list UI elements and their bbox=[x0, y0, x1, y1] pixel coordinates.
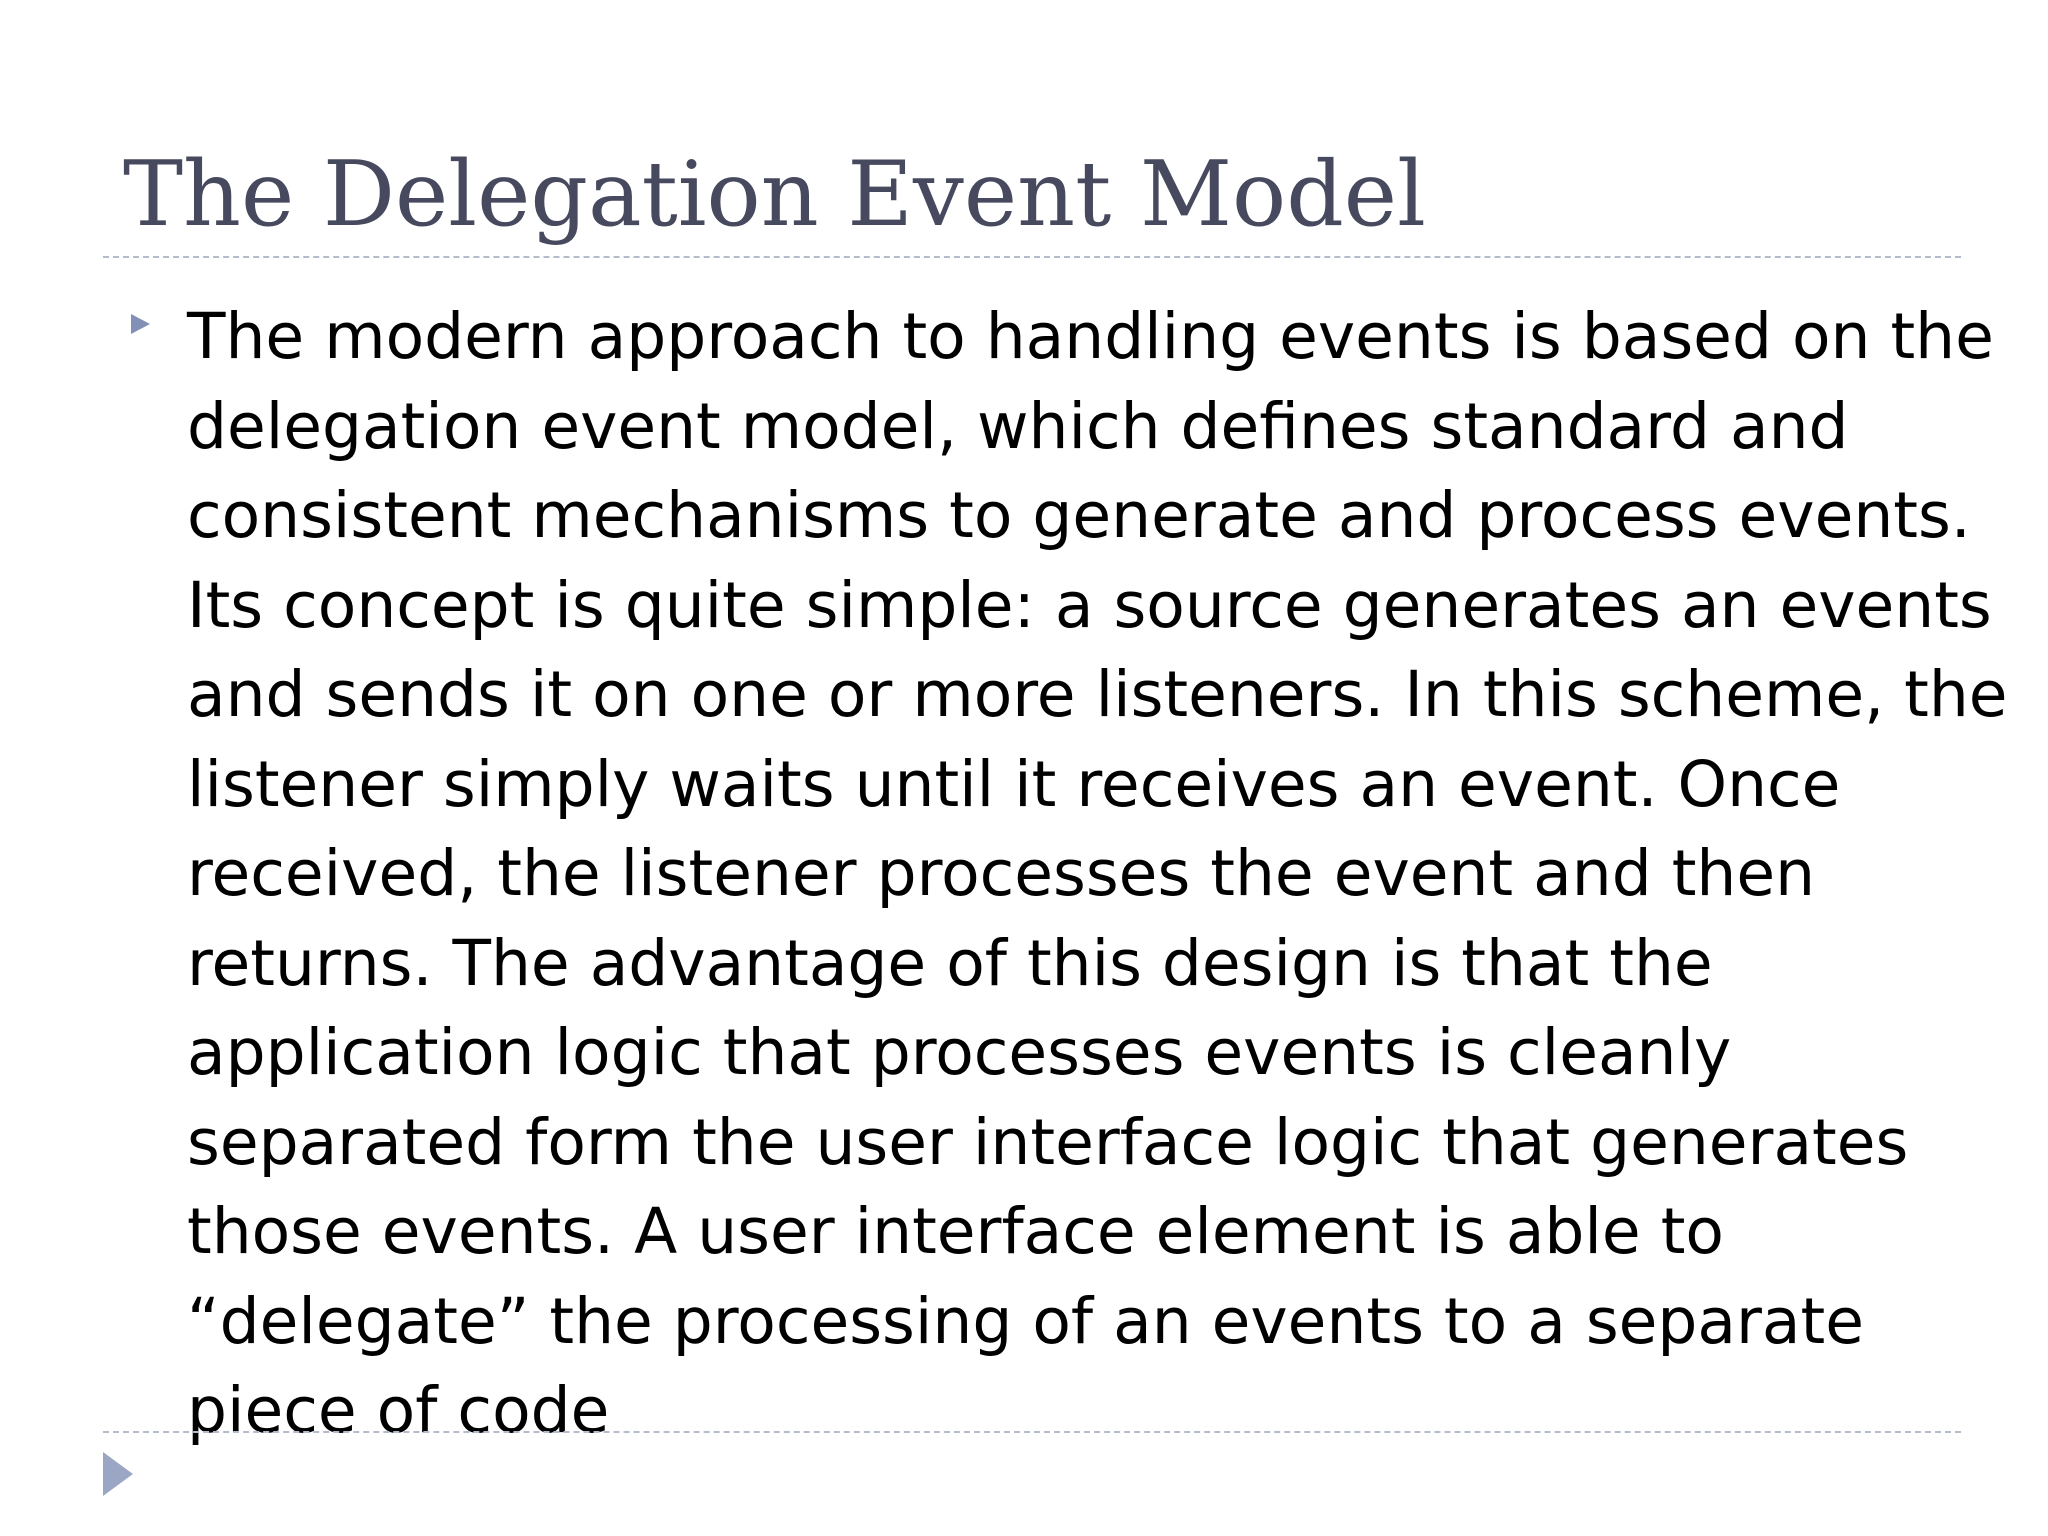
bullet-line: and sends it on one or more listeners. In this scheme, the bbox=[187, 658, 2008, 731]
bullet-line: consistent mechanisms to generate and process events. bbox=[187, 479, 1971, 552]
bullet-triangle-icon bbox=[131, 314, 150, 334]
bullet-line: piece of code bbox=[187, 1374, 610, 1447]
bullet-line: separated form the user interface logic that generates bbox=[187, 1105, 1909, 1179]
slide-title: The Delegation Event Model bbox=[123, 142, 1426, 247]
bullet-line: those events. A user interface element is able to bbox=[187, 1195, 1724, 1268]
bullet-line: returns. The advantage of this design is that the bbox=[187, 926, 1713, 1000]
bullet-line: delegation event model, which defines standard and bbox=[187, 389, 1849, 463]
bullet-line: The modern approach to handling events is based on the bbox=[187, 300, 1994, 373]
bullet-line: application logic that processes events is cleanly bbox=[187, 1016, 1732, 1089]
title-divider bbox=[103, 256, 1961, 258]
bullet-line: Its concept is quite simple: a source generates an events bbox=[187, 568, 1992, 642]
bullet-line: “delegate” the processing of an events to a separate bbox=[187, 1284, 1864, 1358]
bullet-line: listener simply waits until it receives an event. Once bbox=[187, 747, 1841, 821]
bullet-text bbox=[187, 292, 2008, 1456]
next-slide-arrow-icon[interactable] bbox=[103, 1452, 133, 1496]
bullet-line: received, the listener processes the event and then bbox=[187, 837, 1816, 910]
footer-divider bbox=[103, 1431, 1961, 1433]
